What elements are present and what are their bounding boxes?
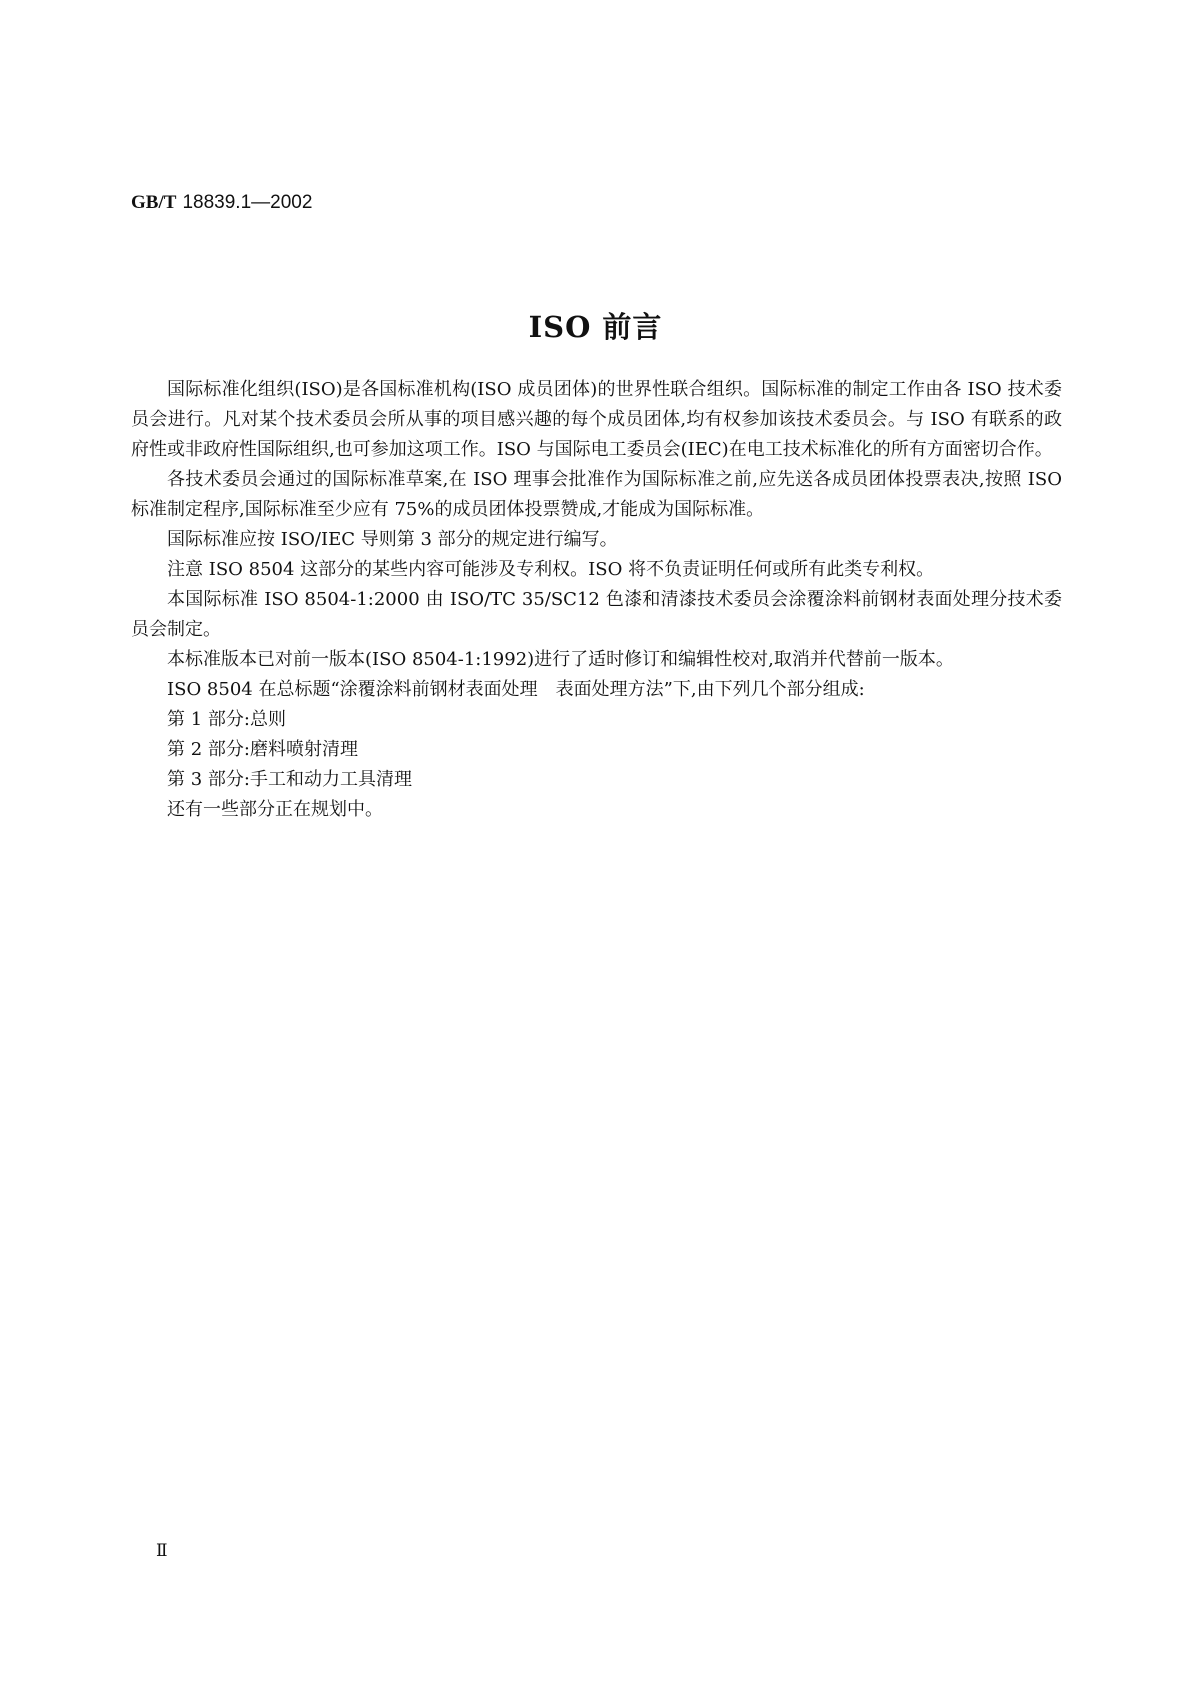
paragraph-patent-notice: 注意 ISO 8504 这部分的某些内容可能涉及专利权。ISO 将不负责证明任何或所有此类专利权。 <box>167 559 935 580</box>
document-code <box>131 190 312 215</box>
paragraph-edition: 本标准版本已对前一版本(ISO 8504-1:1992)进行了适时修订和编辑性校对,取消并代替前一版本。 <box>167 649 954 670</box>
paragraph-voting: 各技术委员会通过的国际标准草案,在 ISO 理事会批准作为国际标准之前,应先送各成员团体投票表决,按照 ISO 标准制定程序,国际标准至少应有 75%的成员团体投票赞成,才能成为国际标准。 <box>131 469 1062 520</box>
list-item-part-3: 第 3 部分:手工和动力工具清理 <box>167 769 412 790</box>
standard-prefix: GB/T <box>131 192 177 213</box>
list-item-part-2: 第 2 部分:磨料喷射清理 <box>167 739 358 760</box>
paragraph-future-parts: 还有一些部分正在规划中。 <box>167 799 383 820</box>
page-number: Ⅱ <box>156 1541 168 1561</box>
paragraph-iso-organization: 国际标准化组织(ISO)是各国标准机构(ISO 成员团体)的世界性联合组织。国际标准的制定工作由各 ISO 技术委员会进行。凡对某个技术委员会所从事的项目感兴趣的每个成员团体,均有权参加该技术委员会。与 ISO 有联系的政府性或非政府性国际组织,也可参加这项工作。ISO 与国际电工委员会(IEC)在电工技术标准化的所有方面密切合作。 <box>131 379 1062 460</box>
paragraph-prepared-by: 本国际标准 ISO 8504-1:2000 由 ISO/TC 35/SC12 色漆和清漆技术委员会涂覆涂料前钢材表面处理分技术委员会制定。 <box>131 589 1062 640</box>
page-title: ISO 前言 <box>528 310 663 344</box>
standard-number: 18839.1—2002 <box>182 192 313 213</box>
foreword-body <box>131 375 1062 825</box>
list-item-part-1: 第 1 部分:总则 <box>167 709 286 730</box>
paragraph-drafting-rules: 国际标准应按 ISO/IEC 导则第 3 部分的规定进行编写。 <box>167 529 618 550</box>
paragraph-parts-intro: ISO 8504 在总标题“涂覆涂料前钢材表面处理 表面处理方法”下,由下列几个部分组成: <box>167 679 865 700</box>
